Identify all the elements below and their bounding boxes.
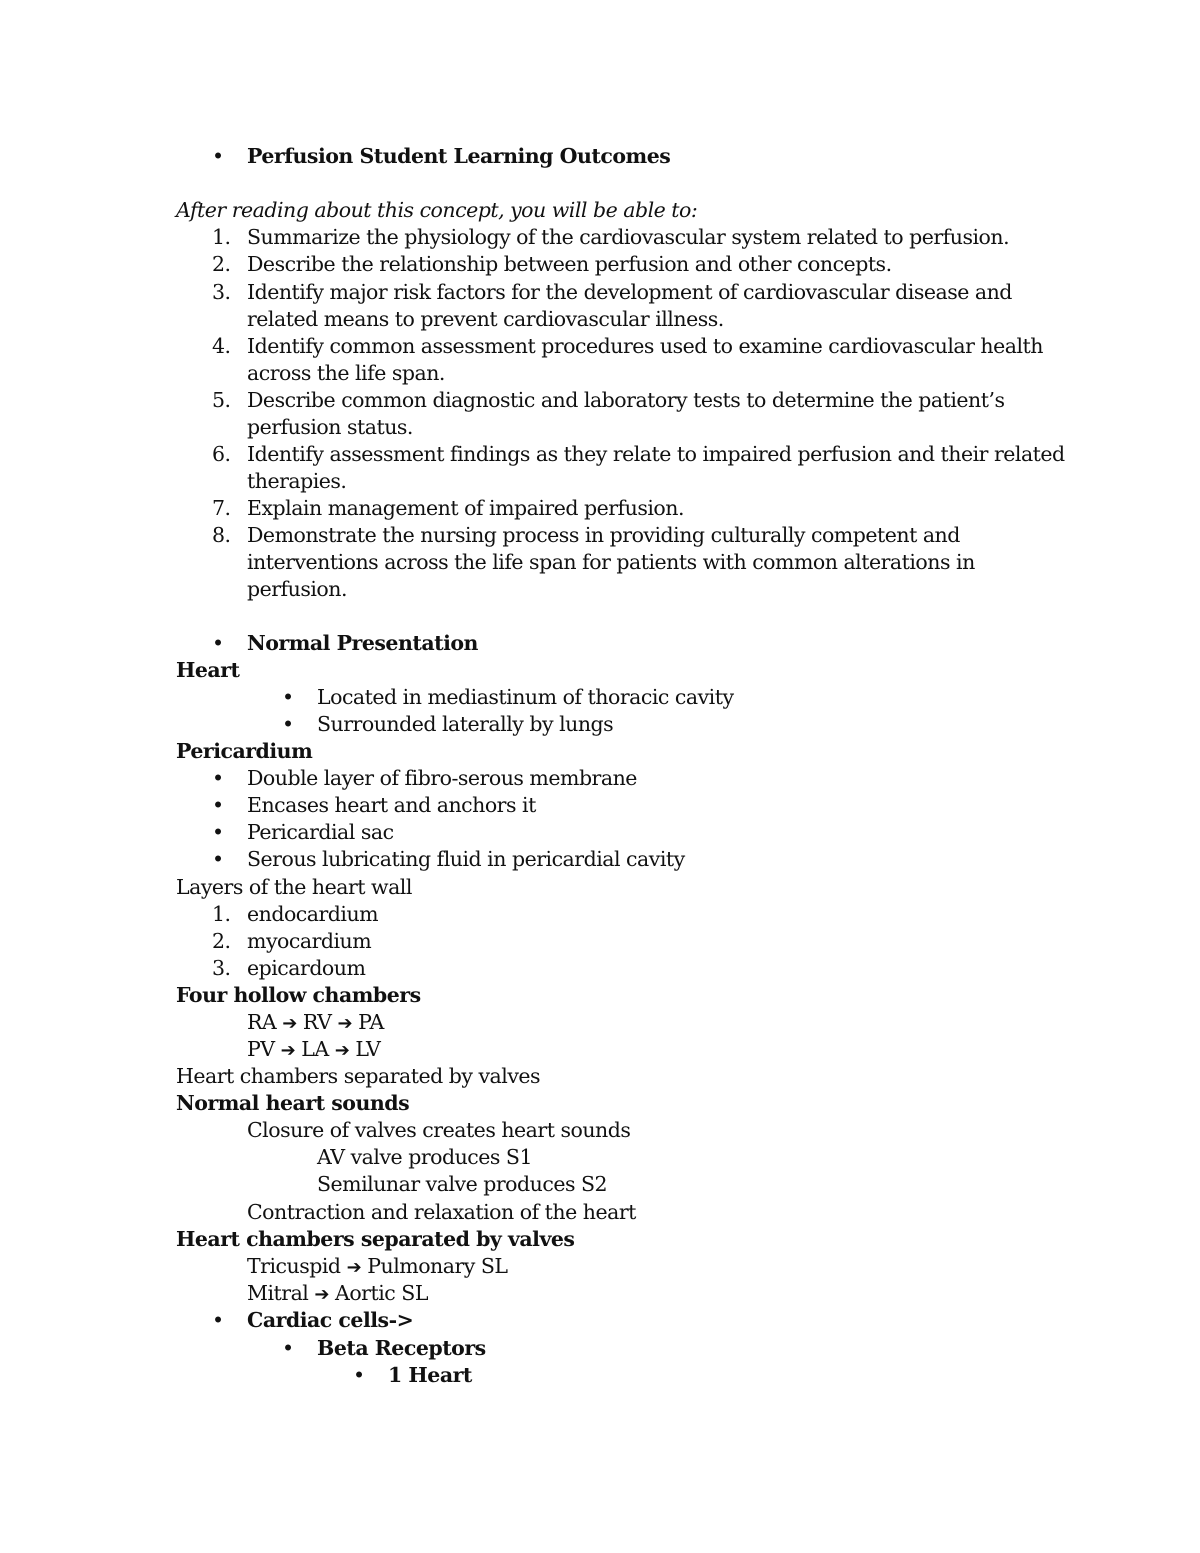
arrow-right-icon: ➔ [337, 1013, 353, 1034]
list-number: 1. [212, 902, 231, 926]
cardiac-cells-label: Cardiac cells-> [247, 1308, 414, 1332]
list-item: Encases heart and anchors it [247, 793, 536, 817]
list-item: epicardoum [247, 956, 366, 980]
list-item: Double layer of fibro-serous membrane [247, 766, 637, 790]
list-item: Describe the relationship between perfusion and other concepts. [247, 252, 892, 276]
list-number: 1. [212, 225, 231, 249]
outcomes-heading: Perfusion Student Learning Outcomes [247, 144, 671, 168]
layers-label: Layers of the heart wall [176, 875, 412, 899]
flow-node: PV [247, 1037, 275, 1061]
list-item: myocardium [247, 929, 372, 953]
chambers-label: Four hollow chambers [176, 983, 421, 1007]
list-number: 7. [212, 496, 231, 520]
valves-label: Heart chambers separated by valves [176, 1227, 575, 1251]
flow-node: PA [358, 1010, 384, 1034]
valve-name: Mitral [247, 1281, 309, 1305]
bullet-glyph: • [282, 712, 294, 736]
list-item-continuation: perfusion. [247, 577, 347, 601]
list-item: Demonstrate the nursing process in providing culturally competent and [247, 523, 960, 547]
bullet-glyph: • [282, 1336, 294, 1360]
pericardium-label: Pericardium [176, 739, 313, 763]
bullet-glyph: • [282, 685, 294, 709]
valve-row-1 [247, 1256, 508, 1277]
bullet-glyph: • [212, 1308, 224, 1332]
list-item-continuation: interventions across the life span for patients with common alterations in [247, 550, 975, 574]
list-number: 6. [212, 442, 231, 466]
sounds-line: AV valve produces S1 [317, 1145, 533, 1169]
list-item: Located in mediastinum of thoracic cavity [317, 685, 734, 709]
list-item: Serous lubricating fluid in pericardial cavity [247, 847, 685, 871]
sounds-line: Closure of valves creates heart sounds [247, 1118, 631, 1142]
flow-node: RA [247, 1010, 277, 1034]
chambers-note: Heart chambers separated by valves [176, 1064, 541, 1088]
bullet-glyph: • [212, 631, 224, 655]
valve-name: Aortic SL [335, 1281, 428, 1305]
bullet-glyph: • [212, 793, 224, 817]
sounds-line: Contraction and relaxation of the heart [247, 1200, 636, 1224]
sounds-label: Normal heart sounds [176, 1091, 410, 1115]
flow-node: LA [301, 1037, 329, 1061]
arrow-right-icon: ➔ [280, 1040, 296, 1061]
list-item: Describe common diagnostic and laboratory tests to determine the patient’s [247, 388, 1005, 412]
arrow-right-icon: ➔ [282, 1013, 297, 1034]
list-item: Surrounded laterally by lungs [317, 712, 614, 736]
list-number: 8. [212, 523, 231, 547]
list-number: 2. [212, 929, 231, 953]
list-item-continuation: across the life span. [247, 361, 445, 385]
list-item: Explain management of impaired perfusion. [247, 496, 684, 520]
list-item-continuation: therapies. [247, 469, 347, 493]
heart-label: Heart [176, 658, 240, 682]
list-number: 4. [212, 334, 231, 358]
bullet-glyph: • [212, 847, 224, 871]
flow-line-2 [247, 1039, 380, 1060]
beta-receptors-label: Beta Receptors [317, 1336, 486, 1360]
valve-row-2 [247, 1283, 428, 1304]
bullet-glyph: • [212, 820, 224, 844]
flow-line-1 [247, 1012, 384, 1033]
beta1-heart-label: 1 Heart [388, 1363, 472, 1387]
list-number: 5. [212, 388, 231, 412]
flow-node: RV [302, 1010, 332, 1034]
list-item-continuation: related means to prevent cardiovascular illness. [247, 307, 724, 331]
list-item: Pericardial sac [247, 820, 394, 844]
list-item: Identify common assessment procedures used to examine cardiovascular health [247, 334, 1043, 358]
list-number: 2. [212, 252, 231, 276]
sounds-line: Semilunar valve produces S2 [317, 1172, 608, 1196]
list-item-continuation: perfusion status. [247, 415, 413, 439]
section-heading-normal: Normal Presentation [247, 631, 478, 655]
list-item: Identify assessment findings as they relate to impaired perfusion and their related [247, 442, 1065, 466]
list-number: 3. [212, 280, 231, 304]
bullet-glyph: • [353, 1363, 365, 1387]
outcomes-intro: After reading about this concept, you will be able to: [176, 198, 698, 222]
bullet-glyph: • [212, 144, 224, 168]
flow-node: LV [355, 1037, 381, 1061]
arrow-right-icon: ➔ [334, 1040, 350, 1061]
arrow-right-icon: ➔ [314, 1284, 329, 1305]
arrow-right-icon: ➔ [346, 1257, 362, 1278]
list-item: endocardium [247, 902, 379, 926]
valve-name: Tricuspid [247, 1254, 341, 1278]
list-number: 3. [212, 956, 231, 980]
list-item: Summarize the physiology of the cardiovascular system related to perfusion. [247, 225, 1010, 249]
bullet-glyph: • [212, 766, 224, 790]
list-item: Identify major risk factors for the development of cardiovascular disease and [247, 280, 1012, 304]
valve-name: Pulmonary SL [367, 1254, 508, 1278]
